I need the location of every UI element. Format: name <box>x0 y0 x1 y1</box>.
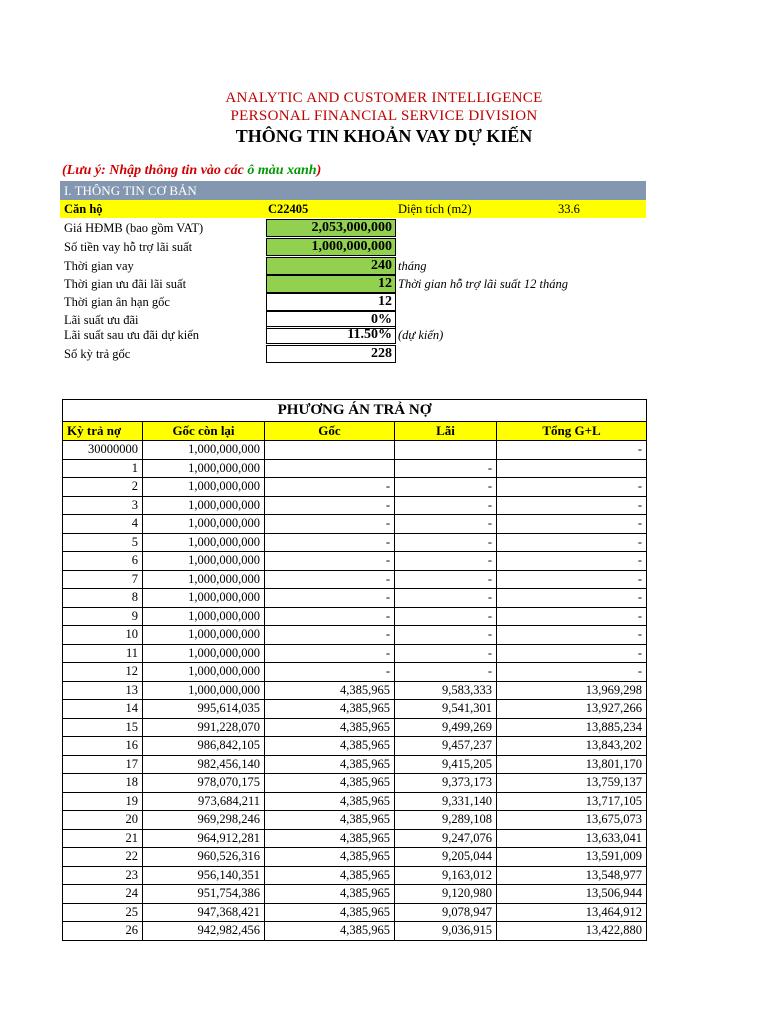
table-row <box>63 515 647 534</box>
col-period-cell: 7 <box>63 570 143 589</box>
table-row <box>63 903 647 922</box>
col-remaining-principal-cell: 986,842,105 <box>143 737 265 756</box>
table-row <box>63 459 647 478</box>
col-remaining-principal-cell: 1,000,000,000 <box>143 681 265 700</box>
col-interest-cell: - <box>395 552 497 571</box>
col-principal-cell: - <box>265 515 395 534</box>
info-note: tháng <box>398 259 427 273</box>
col-period-cell: 3 <box>63 496 143 515</box>
col-period-cell: 26 <box>63 922 143 941</box>
col-interest-cell: 9,583,333 <box>395 681 497 700</box>
col-period-cell: 4 <box>63 515 143 534</box>
col-period-cell: 1 <box>63 459 143 478</box>
col-remaining-principal-cell: 1,000,000,000 <box>143 441 265 460</box>
col-period-cell: 11 <box>63 644 143 663</box>
col-period-cell: 15 <box>63 718 143 737</box>
apartment-label: Căn hộ <box>64 202 103 216</box>
table-row <box>63 848 647 867</box>
col-total-cell: - <box>497 533 647 552</box>
col-remaining-principal-cell: 1,000,000,000 <box>143 626 265 645</box>
col-total-cell: 13,801,170 <box>497 755 647 774</box>
col-total-cell: 13,717,105 <box>497 792 647 811</box>
info-label: Số kỳ trả gốc <box>64 347 131 361</box>
col-period-cell: 6 <box>63 552 143 571</box>
col-total-cell <box>497 459 647 478</box>
col-total-cell: 13,675,073 <box>497 811 647 830</box>
col-period-cell: 21 <box>63 829 143 848</box>
col-total-cell: - <box>497 589 647 608</box>
note-highlight: ô màu xanh <box>247 163 317 178</box>
col-period-cell: 5 <box>63 533 143 552</box>
area-value[interactable]: 33.6 <box>558 202 580 216</box>
col-interest-cell: - <box>395 496 497 515</box>
col-interest-cell: 9,289,108 <box>395 811 497 830</box>
col-total-cell: - <box>497 607 647 626</box>
col-principal-cell: 4,385,965 <box>265 774 395 793</box>
col-total-cell: 13,548,977 <box>497 866 647 885</box>
col-period-cell: 10 <box>63 626 143 645</box>
col-period-cell: 22 <box>63 848 143 867</box>
col-remaining-principal-cell: 991,228,070 <box>143 718 265 737</box>
col-interest-cell: 9,247,076 <box>395 829 497 848</box>
info-label: Thời gian vay <box>64 259 134 273</box>
col-remaining-principal-cell: 978,070,175 <box>143 774 265 793</box>
table-row <box>63 570 647 589</box>
col-total-cell: - <box>497 515 647 534</box>
col-total-header: Tổng G+L <box>497 422 647 441</box>
table-row <box>63 737 647 756</box>
col-principal-cell: 4,385,965 <box>265 903 395 922</box>
col-total-cell: 13,422,880 <box>497 922 647 941</box>
table-row <box>63 922 647 941</box>
table-row <box>63 866 647 885</box>
col-principal-cell <box>265 459 395 478</box>
col-principal-cell: - <box>265 570 395 589</box>
col-remaining-principal-cell: 969,298,246 <box>143 811 265 830</box>
col-remaining-principal-cell: 1,000,000,000 <box>143 459 265 478</box>
col-remaining-principal-cell: 960,526,316 <box>143 848 265 867</box>
col-remaining-principal-cell: 982,456,140 <box>143 755 265 774</box>
col-remaining-principal-cell: 1,000,000,000 <box>143 552 265 571</box>
col-principal-cell: 4,385,965 <box>265 755 395 774</box>
col-principal-cell: 4,385,965 <box>265 737 395 756</box>
info-note: (dự kiến) <box>398 328 444 342</box>
info-value-cell: 12 <box>266 293 396 311</box>
table-row <box>63 626 647 645</box>
col-total-cell: - <box>497 478 647 497</box>
division-title-line2: PERSONAL FINANCIAL SERVICE DIVISION <box>230 108 538 124</box>
col-total-cell: - <box>497 626 647 645</box>
table-row <box>63 552 647 571</box>
col-period-cell: 8 <box>63 589 143 608</box>
division-title-line1: ANALYTIC AND CUSTOMER INTELLIGENCE <box>225 90 543 106</box>
repayment-plan-title: PHƯƠNG ÁN TRẢ NỢ <box>63 400 647 422</box>
info-note: Thời gian hỗ trợ lãi suất 12 tháng <box>398 277 568 291</box>
table-row <box>63 478 647 497</box>
col-remaining-principal-cell: 1,000,000,000 <box>143 496 265 515</box>
col-period-cell: 14 <box>63 700 143 719</box>
col-total-cell: 13,885,234 <box>497 718 647 737</box>
info-label: Số tiền vay hỗ trợ lãi suất <box>64 240 193 254</box>
col-remaining-principal-cell: 956,140,351 <box>143 866 265 885</box>
col-interest-cell: 9,373,173 <box>395 774 497 793</box>
table-row <box>63 811 647 830</box>
col-interest-cell: - <box>395 533 497 552</box>
col-interest-cell: - <box>395 644 497 663</box>
col-total-cell: 13,464,912 <box>497 903 647 922</box>
col-principal-cell: - <box>265 663 395 682</box>
col-principal-cell: - <box>265 644 395 663</box>
table-row <box>63 441 647 460</box>
col-remaining-principal-cell: 1,000,000,000 <box>143 589 265 608</box>
col-remaining-principal-cell: 1,000,000,000 <box>143 478 265 497</box>
col-period-cell: 18 <box>63 774 143 793</box>
col-remaining-principal-cell: 1,000,000,000 <box>143 644 265 663</box>
col-principal-cell: 4,385,965 <box>265 681 395 700</box>
info-value-cell[interactable]: 1,000,000,000 <box>266 238 396 256</box>
info-label: Lãi suất sau ưu đãi dự kiến <box>64 328 200 342</box>
col-interest-cell: 9,120,980 <box>395 885 497 904</box>
col-interest-header: Lãi <box>395 422 497 441</box>
col-period-cell: 2 <box>63 478 143 497</box>
col-period-cell: 13 <box>63 681 143 700</box>
col-principal-cell: - <box>265 533 395 552</box>
col-period-cell: 25 <box>63 903 143 922</box>
table-row <box>63 607 647 626</box>
col-interest-cell: - <box>395 570 497 589</box>
col-interest-cell: 9,036,915 <box>395 922 497 941</box>
col-period-cell: 19 <box>63 792 143 811</box>
col-total-cell: - <box>497 644 647 663</box>
col-interest-cell <box>395 441 497 460</box>
col-interest-cell: 9,163,012 <box>395 866 497 885</box>
col-principal-cell: 4,385,965 <box>265 792 395 811</box>
col-remaining-principal-cell: 1,000,000,000 <box>143 515 265 534</box>
col-interest-cell: - <box>395 459 497 478</box>
col-interest-cell: 9,457,237 <box>395 737 497 756</box>
col-interest-cell: - <box>395 663 497 682</box>
col-principal-cell: 4,385,965 <box>265 922 395 941</box>
area-label: Diện tích (m2) <box>398 202 472 216</box>
col-remaining-principal-header: Gốc còn lại <box>143 422 265 441</box>
col-total-cell: - <box>497 496 647 515</box>
col-remaining-principal-cell: 964,912,281 <box>143 829 265 848</box>
col-remaining-principal-cell: 1,000,000,000 <box>143 570 265 589</box>
col-period-cell: 30000000 <box>63 441 143 460</box>
col-principal-cell: - <box>265 626 395 645</box>
col-period-cell: 16 <box>63 737 143 756</box>
col-total-cell: - <box>497 570 647 589</box>
table-row <box>63 792 647 811</box>
col-remaining-principal-cell: 951,754,386 <box>143 885 265 904</box>
info-label: Thời gian ân hạn gốc <box>64 295 170 309</box>
col-remaining-principal-cell: 1,000,000,000 <box>143 533 265 552</box>
table-row <box>63 885 647 904</box>
col-total-cell: 13,591,009 <box>497 848 647 867</box>
col-interest-cell: - <box>395 607 497 626</box>
col-total-cell: - <box>497 663 647 682</box>
col-period-cell: 9 <box>63 607 143 626</box>
col-period-cell: 17 <box>63 755 143 774</box>
col-period-header: Kỳ trả nợ <box>63 422 143 441</box>
col-remaining-principal-cell: 942,982,456 <box>143 922 265 941</box>
col-interest-cell: 9,415,205 <box>395 755 497 774</box>
col-principal-cell: 4,385,965 <box>265 829 395 848</box>
col-total-cell: 13,759,137 <box>497 774 647 793</box>
col-principal-cell: - <box>265 496 395 515</box>
col-total-cell: 13,927,266 <box>497 700 647 719</box>
col-period-cell: 12 <box>63 663 143 682</box>
col-interest-cell: 9,078,947 <box>395 903 497 922</box>
col-principal-cell: - <box>265 478 395 497</box>
repayment-plan-body <box>63 441 647 941</box>
table-row <box>63 700 647 719</box>
table-row <box>63 829 647 848</box>
info-value-cell[interactable]: 240 <box>266 257 396 275</box>
col-interest-cell: 9,205,044 <box>395 848 497 867</box>
col-principal-cell: 4,385,965 <box>265 866 395 885</box>
col-interest-cell: 9,331,140 <box>395 792 497 811</box>
col-principal-cell: 4,385,965 <box>265 811 395 830</box>
col-interest-cell: - <box>395 589 497 608</box>
info-value-cell[interactable]: 2,053,000,000 <box>266 219 396 237</box>
col-remaining-principal-cell: 995,614,035 <box>143 700 265 719</box>
col-total-cell: - <box>497 552 647 571</box>
section-basic-info-header: I. THÔNG TIN CƠ BẢN <box>60 181 646 200</box>
table-row <box>63 533 647 552</box>
table-row <box>63 644 647 663</box>
col-interest-cell: 9,541,301 <box>395 700 497 719</box>
info-label: Giá HĐMB (bao gồm VAT) <box>64 221 204 235</box>
col-remaining-principal-cell: 947,368,421 <box>143 903 265 922</box>
info-value-cell: 11.50% <box>266 326 396 344</box>
col-interest-cell: 9,499,269 <box>395 718 497 737</box>
col-period-cell: 20 <box>63 811 143 830</box>
col-total-cell: 13,969,298 <box>497 681 647 700</box>
col-principal-cell: - <box>265 607 395 626</box>
col-total-cell: - <box>497 441 647 460</box>
note-suffix: ) <box>316 163 322 178</box>
col-interest-cell: - <box>395 515 497 534</box>
info-value-cell: 228 <box>266 345 396 363</box>
col-principal-cell: 4,385,965 <box>265 718 395 737</box>
col-total-cell: 13,506,944 <box>497 885 647 904</box>
table-row <box>63 681 647 700</box>
col-remaining-principal-cell: 1,000,000,000 <box>143 663 265 682</box>
note-prefix: (Lưu ý: Nhập thông tin vào các <box>62 163 248 178</box>
page-title: THÔNG TIN KHOẢN VAY DỰ KIẾN <box>235 126 533 146</box>
info-label: Thời gian ưu đãi lãi suất <box>64 277 187 291</box>
info-label: Lãi suất ưu đãi <box>64 313 139 327</box>
input-note <box>62 163 321 179</box>
repayment-plan-table <box>62 399 647 941</box>
col-total-cell: 13,843,202 <box>497 737 647 756</box>
col-period-cell: 24 <box>63 885 143 904</box>
col-remaining-principal-cell: 973,684,211 <box>143 792 265 811</box>
col-principal-cell: 4,385,965 <box>265 885 395 904</box>
table-row <box>63 589 647 608</box>
col-principal-header: Gốc <box>265 422 395 441</box>
col-principal-cell: 4,385,965 <box>265 848 395 867</box>
info-value-cell[interactable]: 12 <box>266 275 396 293</box>
apartment-value[interactable]: C22405 <box>268 202 309 216</box>
table-row <box>63 663 647 682</box>
col-principal-cell: - <box>265 589 395 608</box>
col-principal-cell: - <box>265 552 395 571</box>
col-interest-cell: - <box>395 478 497 497</box>
col-principal-cell: 4,385,965 <box>265 700 395 719</box>
table-row <box>63 496 647 515</box>
col-total-cell: 13,633,041 <box>497 829 647 848</box>
table-row <box>63 755 647 774</box>
col-principal-cell <box>265 441 395 460</box>
col-remaining-principal-cell: 1,000,000,000 <box>143 607 265 626</box>
repayment-plan-header-row <box>63 422 647 441</box>
table-row <box>63 774 647 793</box>
table-row <box>63 718 647 737</box>
col-interest-cell: - <box>395 626 497 645</box>
col-period-cell: 23 <box>63 866 143 885</box>
info-value-cell: 0% <box>266 311 396 329</box>
